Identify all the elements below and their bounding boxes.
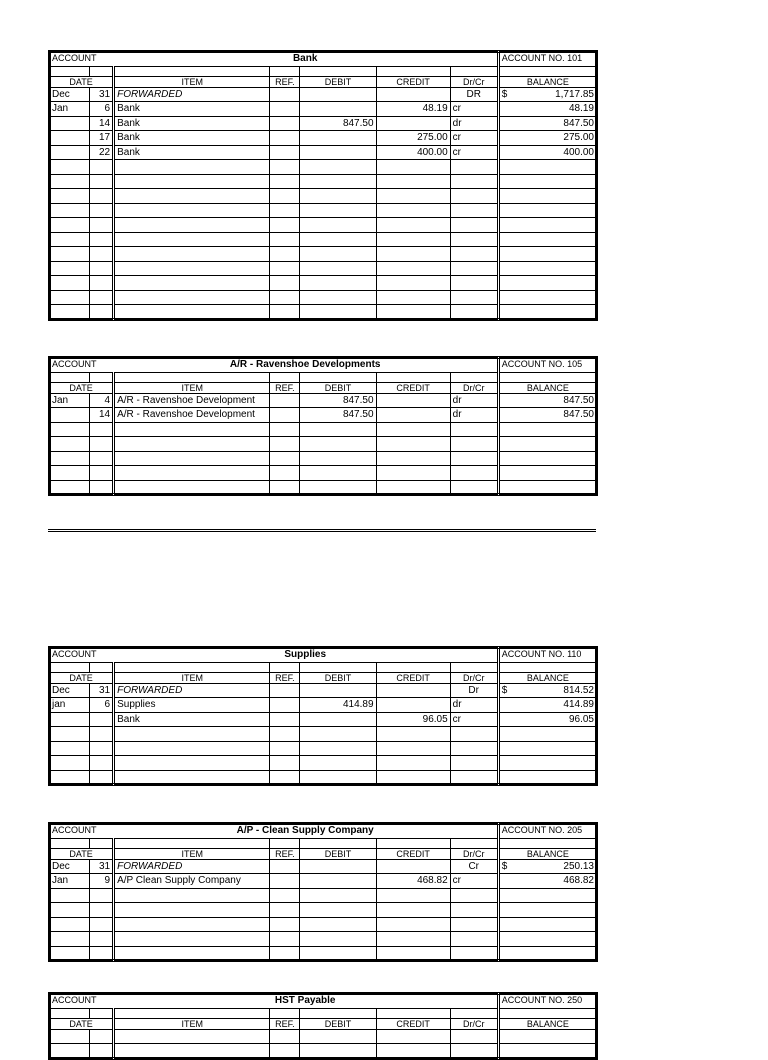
col-balance-header: BALANCE bbox=[498, 76, 596, 87]
ledger-blank-row bbox=[50, 466, 597, 481]
entry-balance: 250.13 bbox=[563, 860, 594, 872]
entry-drcr: Dr bbox=[450, 683, 498, 698]
col-debit-header: DEBIT bbox=[300, 848, 376, 859]
entry-balance: 847.50 bbox=[563, 117, 594, 129]
entry-credit bbox=[376, 116, 450, 131]
col-credit-header: CREDIT bbox=[376, 382, 450, 393]
col-balance-header: BALANCE bbox=[498, 848, 596, 859]
ledger-blank-row bbox=[50, 276, 597, 291]
ledger-blank-row bbox=[50, 727, 597, 742]
entry-month: Dec bbox=[50, 859, 90, 874]
entry-debit: 847.50 bbox=[300, 408, 376, 423]
entry-balance-cell bbox=[498, 698, 596, 713]
col-credit-header: CREDIT bbox=[376, 848, 450, 859]
entry-drcr: dr bbox=[450, 116, 498, 131]
entry-balance-cell bbox=[498, 116, 596, 131]
col-drcr-header: Dr/Cr bbox=[450, 672, 498, 683]
entry-balance-cell bbox=[498, 683, 596, 698]
entry-balance: 814.52 bbox=[563, 684, 594, 696]
entry-month: Dec bbox=[50, 683, 90, 698]
entry-debit: 847.50 bbox=[300, 116, 376, 131]
col-date-header: DATE bbox=[50, 76, 114, 87]
col-item-header: ITEM bbox=[114, 76, 270, 87]
col-date-header: DATE bbox=[50, 382, 114, 393]
entry-drcr: Cr bbox=[450, 859, 498, 874]
ledger-entry-row bbox=[50, 131, 597, 146]
ledger-blank-row bbox=[50, 422, 597, 437]
entry-item: Bank bbox=[114, 145, 270, 160]
ledger-blank-row bbox=[50, 437, 597, 452]
entry-balance: 96.05 bbox=[568, 713, 594, 725]
col-balance-header: BALANCE bbox=[498, 672, 596, 683]
entry-balance-cell bbox=[498, 874, 596, 889]
account-name: Bank bbox=[114, 52, 499, 67]
ledger-header-row bbox=[50, 994, 597, 1009]
entry-balance: 847.50 bbox=[563, 409, 594, 421]
entry-day: 14 bbox=[90, 116, 114, 131]
entry-credit: 48.19 bbox=[376, 102, 450, 117]
entry-drcr: dr bbox=[450, 698, 498, 713]
entry-item: A/R - Ravenshoe Development bbox=[114, 393, 270, 408]
entry-debit bbox=[300, 145, 376, 160]
ledger-blank-row bbox=[50, 218, 597, 233]
ledger-account-3 bbox=[48, 822, 598, 962]
entry-balance-cell bbox=[498, 131, 596, 146]
entry-month bbox=[50, 116, 90, 131]
entry-credit: 275.00 bbox=[376, 131, 450, 146]
account-label: ACCOUNT bbox=[50, 358, 114, 373]
ledger-entry-row bbox=[50, 712, 597, 727]
page-separator-rule bbox=[48, 529, 596, 532]
col-balance-header: BALANCE bbox=[498, 1018, 596, 1029]
ledger-spacer-row bbox=[50, 838, 597, 848]
ledger-table bbox=[49, 647, 597, 785]
ledger-entry-row bbox=[50, 87, 597, 102]
entry-credit bbox=[376, 393, 450, 408]
col-balance-header: BALANCE bbox=[498, 382, 596, 393]
ledger-entry-row bbox=[50, 683, 597, 698]
ledger-entry-row bbox=[50, 145, 597, 160]
col-drcr-header: Dr/Cr bbox=[450, 382, 498, 393]
ledger-column-headers bbox=[50, 672, 597, 683]
ledger-blank-row bbox=[50, 770, 597, 785]
col-debit-header: DEBIT bbox=[300, 1018, 376, 1029]
entry-debit bbox=[300, 683, 376, 698]
ledger-blank-row bbox=[50, 247, 597, 262]
ledger-blank-row bbox=[50, 756, 597, 771]
entry-ref bbox=[270, 102, 300, 117]
entry-ref bbox=[270, 131, 300, 146]
entry-month bbox=[50, 408, 90, 423]
col-date-header: DATE bbox=[50, 848, 114, 859]
entry-debit bbox=[300, 874, 376, 889]
account-name: A/P - Clean Supply Company bbox=[114, 824, 499, 839]
entry-day: 9 bbox=[90, 874, 114, 889]
entry-balance: 847.50 bbox=[563, 394, 594, 406]
ledger-entry-row bbox=[50, 859, 597, 874]
entry-credit bbox=[376, 87, 450, 102]
ledger-spacer-row bbox=[50, 372, 597, 382]
ledger-blank-row bbox=[50, 189, 597, 204]
ledger-header-row bbox=[50, 824, 597, 839]
ledger-blank-row bbox=[50, 480, 597, 495]
entry-drcr: cr bbox=[450, 145, 498, 160]
ledger-blank-row bbox=[50, 203, 597, 218]
ledger-account-0 bbox=[48, 50, 598, 321]
account-number: ACCOUNT NO. 105 bbox=[498, 358, 596, 373]
entry-day: 31 bbox=[90, 683, 114, 698]
entry-credit bbox=[376, 683, 450, 698]
entry-month: Dec bbox=[50, 87, 90, 102]
entry-credit: 96.05 bbox=[376, 712, 450, 727]
entry-debit bbox=[300, 859, 376, 874]
ledger-blank-row bbox=[50, 946, 597, 961]
entry-debit: 847.50 bbox=[300, 393, 376, 408]
entry-debit bbox=[300, 712, 376, 727]
entry-item: A/P Clean Supply Company bbox=[114, 874, 270, 889]
entry-item: Bank bbox=[114, 116, 270, 131]
entry-month: jan bbox=[50, 698, 90, 713]
entry-ref bbox=[270, 859, 300, 874]
entry-currency: $ bbox=[501, 860, 508, 872]
col-drcr-header: Dr/Cr bbox=[450, 1018, 498, 1029]
account-label: ACCOUNT bbox=[50, 824, 114, 839]
entry-ref bbox=[270, 408, 300, 423]
entry-balance: 1,717.85 bbox=[555, 88, 594, 100]
ledger-account-2 bbox=[48, 646, 598, 786]
col-credit-header: CREDIT bbox=[376, 1018, 450, 1029]
entry-drcr: DR bbox=[450, 87, 498, 102]
ledger-table bbox=[49, 357, 597, 495]
entry-day: 22 bbox=[90, 145, 114, 160]
ledger-blank-row bbox=[50, 261, 597, 276]
account-number: ACCOUNT NO. 205 bbox=[498, 824, 596, 839]
entry-debit bbox=[300, 87, 376, 102]
ledger-column-headers bbox=[50, 76, 597, 87]
entry-balance-cell bbox=[498, 102, 596, 117]
entry-debit bbox=[300, 131, 376, 146]
ledger-header-row bbox=[50, 648, 597, 663]
entry-balance-cell bbox=[498, 393, 596, 408]
entry-ref bbox=[270, 145, 300, 160]
entry-credit: 468.82 bbox=[376, 874, 450, 889]
ledger-blank-row bbox=[50, 1029, 597, 1044]
entry-item: Supplies bbox=[114, 698, 270, 713]
entry-currency: $ bbox=[501, 88, 508, 100]
col-item-header: ITEM bbox=[114, 382, 270, 393]
entry-item: FORWARDED bbox=[114, 683, 270, 698]
ledger-spacer-row bbox=[50, 1008, 597, 1018]
ledger-account-1 bbox=[48, 356, 598, 496]
ledger-blank-row bbox=[50, 888, 597, 903]
entry-month: Jan bbox=[50, 393, 90, 408]
col-ref-header: REF. bbox=[270, 672, 300, 683]
ledger-table bbox=[49, 51, 597, 320]
entry-drcr: dr bbox=[450, 408, 498, 423]
ledger-spacer-row bbox=[50, 662, 597, 672]
entry-ref bbox=[270, 874, 300, 889]
account-label: ACCOUNT bbox=[50, 648, 114, 663]
entry-balance-cell bbox=[498, 408, 596, 423]
entry-month: Jan bbox=[50, 102, 90, 117]
ledger-entry-row bbox=[50, 698, 597, 713]
entry-item: Bank bbox=[114, 131, 270, 146]
entry-balance: 48.19 bbox=[568, 103, 594, 115]
entry-drcr: cr bbox=[450, 874, 498, 889]
ledger-entry-row bbox=[50, 408, 597, 423]
entry-drcr: cr bbox=[450, 712, 498, 727]
entry-balance-cell bbox=[498, 145, 596, 160]
entry-balance: 468.82 bbox=[563, 875, 594, 887]
account-name: HST Payable bbox=[114, 994, 499, 1009]
entry-ref bbox=[270, 683, 300, 698]
entry-credit: 400.00 bbox=[376, 145, 450, 160]
col-date-header: DATE bbox=[50, 672, 114, 683]
entry-day: 17 bbox=[90, 131, 114, 146]
col-item-header: ITEM bbox=[114, 848, 270, 859]
account-name: A/R - Ravenshoe Developments bbox=[114, 358, 499, 373]
entry-day: 14 bbox=[90, 408, 114, 423]
col-debit-header: DEBIT bbox=[300, 672, 376, 683]
ledger-entry-row bbox=[50, 116, 597, 131]
col-drcr-header: Dr/Cr bbox=[450, 848, 498, 859]
ledger-header-row bbox=[50, 358, 597, 373]
col-ref-header: REF. bbox=[270, 76, 300, 87]
col-drcr-header: Dr/Cr bbox=[450, 76, 498, 87]
entry-item: Bank bbox=[114, 712, 270, 727]
ledger-blank-row bbox=[50, 451, 597, 466]
ledger-header-row bbox=[50, 52, 597, 67]
entry-day: 31 bbox=[90, 87, 114, 102]
ledger-table bbox=[49, 993, 597, 1059]
entry-month: Jan bbox=[50, 874, 90, 889]
entry-item: FORWARDED bbox=[114, 87, 270, 102]
entry-drcr: cr bbox=[450, 102, 498, 117]
ledger-blank-row bbox=[50, 1044, 597, 1059]
entry-credit bbox=[376, 698, 450, 713]
entry-month bbox=[50, 145, 90, 160]
ledger-table bbox=[49, 823, 597, 961]
ledger-account-4 bbox=[48, 992, 598, 1060]
entry-item: FORWARDED bbox=[114, 859, 270, 874]
entry-day: 31 bbox=[90, 859, 114, 874]
col-credit-header: CREDIT bbox=[376, 672, 450, 683]
col-ref-header: REF. bbox=[270, 382, 300, 393]
account-label: ACCOUNT bbox=[50, 994, 114, 1009]
col-debit-header: DEBIT bbox=[300, 76, 376, 87]
account-name: Supplies bbox=[114, 648, 499, 663]
entry-credit bbox=[376, 859, 450, 874]
ledger-blank-row bbox=[50, 305, 597, 320]
entry-balance-cell bbox=[498, 87, 596, 102]
entry-balance-cell bbox=[498, 712, 596, 727]
col-credit-header: CREDIT bbox=[376, 76, 450, 87]
ledger-blank-row bbox=[50, 932, 597, 947]
entry-balance: 275.00 bbox=[563, 132, 594, 144]
col-debit-header: DEBIT bbox=[300, 382, 376, 393]
ledger-entry-row bbox=[50, 102, 597, 117]
entry-balance: 414.89 bbox=[563, 699, 594, 711]
entry-month bbox=[50, 712, 90, 727]
ledger-blank-row bbox=[50, 174, 597, 189]
col-ref-header: REF. bbox=[270, 848, 300, 859]
ledger-spacer-row bbox=[50, 66, 597, 76]
ledger-blank-row bbox=[50, 290, 597, 305]
account-number: ACCOUNT NO. 101 bbox=[498, 52, 596, 67]
entry-day bbox=[90, 712, 114, 727]
ledger-entry-row bbox=[50, 393, 597, 408]
entry-credit bbox=[376, 408, 450, 423]
entry-ref bbox=[270, 116, 300, 131]
ledger-column-headers bbox=[50, 848, 597, 859]
entry-day: 6 bbox=[90, 102, 114, 117]
entry-item: A/R - Ravenshoe Development bbox=[114, 408, 270, 423]
entry-ref bbox=[270, 698, 300, 713]
entry-debit bbox=[300, 102, 376, 117]
entry-debit: 414.89 bbox=[300, 698, 376, 713]
entry-currency: $ bbox=[501, 684, 508, 696]
entry-drcr: dr bbox=[450, 393, 498, 408]
entry-ref bbox=[270, 393, 300, 408]
entry-item: Bank bbox=[114, 102, 270, 117]
entry-ref bbox=[270, 712, 300, 727]
entry-day: 6 bbox=[90, 698, 114, 713]
account-label: ACCOUNT bbox=[50, 52, 114, 67]
col-date-header: DATE bbox=[50, 1018, 114, 1029]
entry-ref bbox=[270, 87, 300, 102]
ledger-blank-row bbox=[50, 903, 597, 918]
account-number: ACCOUNT NO. 250 bbox=[498, 994, 596, 1009]
ledger-column-headers bbox=[50, 382, 597, 393]
ledger-entry-row bbox=[50, 874, 597, 889]
ledger-blank-row bbox=[50, 917, 597, 932]
entry-month bbox=[50, 131, 90, 146]
col-item-header: ITEM bbox=[114, 1018, 270, 1029]
ledger-blank-row bbox=[50, 741, 597, 756]
col-item-header: ITEM bbox=[114, 672, 270, 683]
ledger-blank-row bbox=[50, 160, 597, 175]
ledger-blank-row bbox=[50, 232, 597, 247]
entry-drcr: cr bbox=[450, 131, 498, 146]
col-ref-header: REF. bbox=[270, 1018, 300, 1029]
entry-day: 4 bbox=[90, 393, 114, 408]
entry-balance: 400.00 bbox=[563, 146, 594, 158]
account-number: ACCOUNT NO. 110 bbox=[498, 648, 596, 663]
entry-balance-cell bbox=[498, 859, 596, 874]
